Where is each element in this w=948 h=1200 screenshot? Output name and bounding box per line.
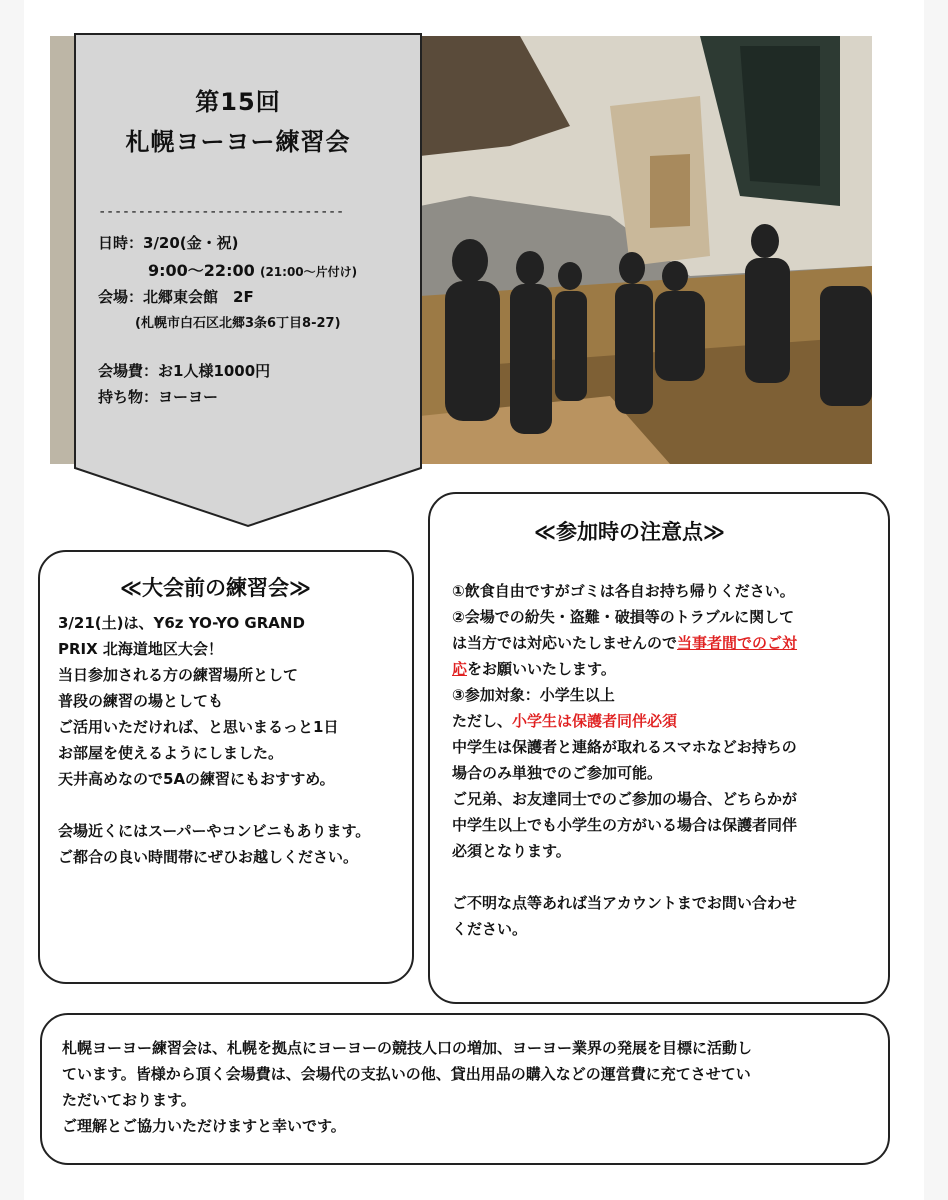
date-label: 日時： [98, 234, 144, 252]
notes-line-9: ご兄弟、お友達同士でのご参加の場合、どちらかが [452, 790, 798, 808]
separator-line: ------------------------------- [98, 204, 344, 220]
date-value: 3/20(金・祝) [143, 234, 239, 252]
notes-line-12: ご不明な点等あれば当アカウントまでお問い合わせ [452, 894, 797, 912]
time-note: (21:00〜片付け) [259, 265, 358, 279]
notes-line-1: ①飲食自由ですがゴミは各自お持ち帰りください。 [452, 582, 795, 600]
footer-line-3: ただいております。 [62, 1091, 196, 1109]
time-row [148, 258, 357, 281]
event-number: 第15回 [195, 88, 281, 116]
fee-info: 会場費：お1人様1000円 [98, 362, 271, 380]
notes-box [428, 492, 890, 1004]
event-info-panel [73, 30, 423, 530]
notes-line-8: 場合のみ単独でのご参加可能。 [452, 764, 663, 782]
event-title: 札幌ヨーヨー練習会 [125, 128, 351, 156]
notes-title: ≪参加時の注意点≫ [534, 520, 725, 544]
venue-address: (札幌市白石区北郷3条6丁目8-27) [135, 316, 341, 331]
pre-event-line-6: お部屋を使えるようにしました。 [58, 744, 284, 762]
notes-line-3a: は当方では対応いたしませんので [452, 634, 678, 652]
footer-line-1: 札幌ヨーヨー練習会は、札幌を拠点にヨーヨーの競技人口の増加、ヨーヨー業界の発展を目標に活動し [62, 1039, 753, 1057]
notes-line-6a: ただし、 [452, 712, 513, 730]
notes-line-7: 中学生は保護者と連絡が取れるスマホなどお持ちの [452, 738, 797, 756]
footer-line-4: ご理解とご協力いただけますと幸いです。 [62, 1117, 346, 1135]
pre-event-line-9: 会場近くにはスーパーやコンビニもあります。 [58, 822, 371, 840]
bring-info: 持ち物：ヨーヨー [98, 388, 219, 406]
notes-highlight-responsibility: 当事者間でのご対 [677, 634, 798, 652]
notes-highlight-responsibility-end: 応 [452, 660, 468, 678]
pre-event-line-3: 当日参加される方の練習場所として [58, 666, 299, 684]
pre-event-line-10: ご都合の良い時間帯にぜひお越しください。 [58, 848, 359, 866]
pre-event-line-2: PRIX 北海道地区大会！ [58, 640, 223, 658]
notes-line-6 [452, 708, 677, 734]
notes-line-11: 必須となります。 [452, 842, 571, 860]
time-value: 9:00〜22:00 [148, 261, 255, 280]
notes-line-3 [452, 630, 797, 656]
notes-line-4 [452, 656, 616, 682]
pre-event-line-5: ご活用いただければ、と思いまるっと1日 [58, 718, 339, 736]
pre-event-box [38, 550, 414, 984]
notes-line-13: ください。 [452, 920, 528, 938]
pre-event-title: ≪大会前の練習会≫ [120, 576, 311, 600]
venue-row [98, 286, 254, 307]
pre-event-line-7: 天井高めなので5Aの練習にもおすすめ。 [58, 770, 335, 788]
notes-line-10: 中学生以上でも小学生の方がいる場合は保護者同伴 [452, 816, 798, 834]
notes-line-2: ②会場での紛失・盗難・破損等のトラブルに関して [452, 608, 795, 626]
notes-highlight-guardian: 小学生は保護者同伴必須 [512, 712, 678, 730]
pre-event-line-4: 普段の練習の場としても [58, 692, 224, 710]
date-row [98, 232, 239, 253]
venue-value: 北郷東会館 2F [143, 288, 254, 306]
notes-line-4b: をお願いいたします。 [467, 660, 616, 678]
notes-line-5: ③参加対象：小学生以上 [452, 686, 615, 704]
footer-line-2: ています。皆様から頂く会場費は、会場代の支払いの他、貸出用品の購入などの運営費に充てさせてい [62, 1065, 751, 1083]
pre-event-line-1: 3/21(土)は、Y6z YO-YO GRAND [58, 614, 305, 632]
venue-label: 会場： [98, 288, 144, 306]
footer-box [40, 1013, 890, 1165]
